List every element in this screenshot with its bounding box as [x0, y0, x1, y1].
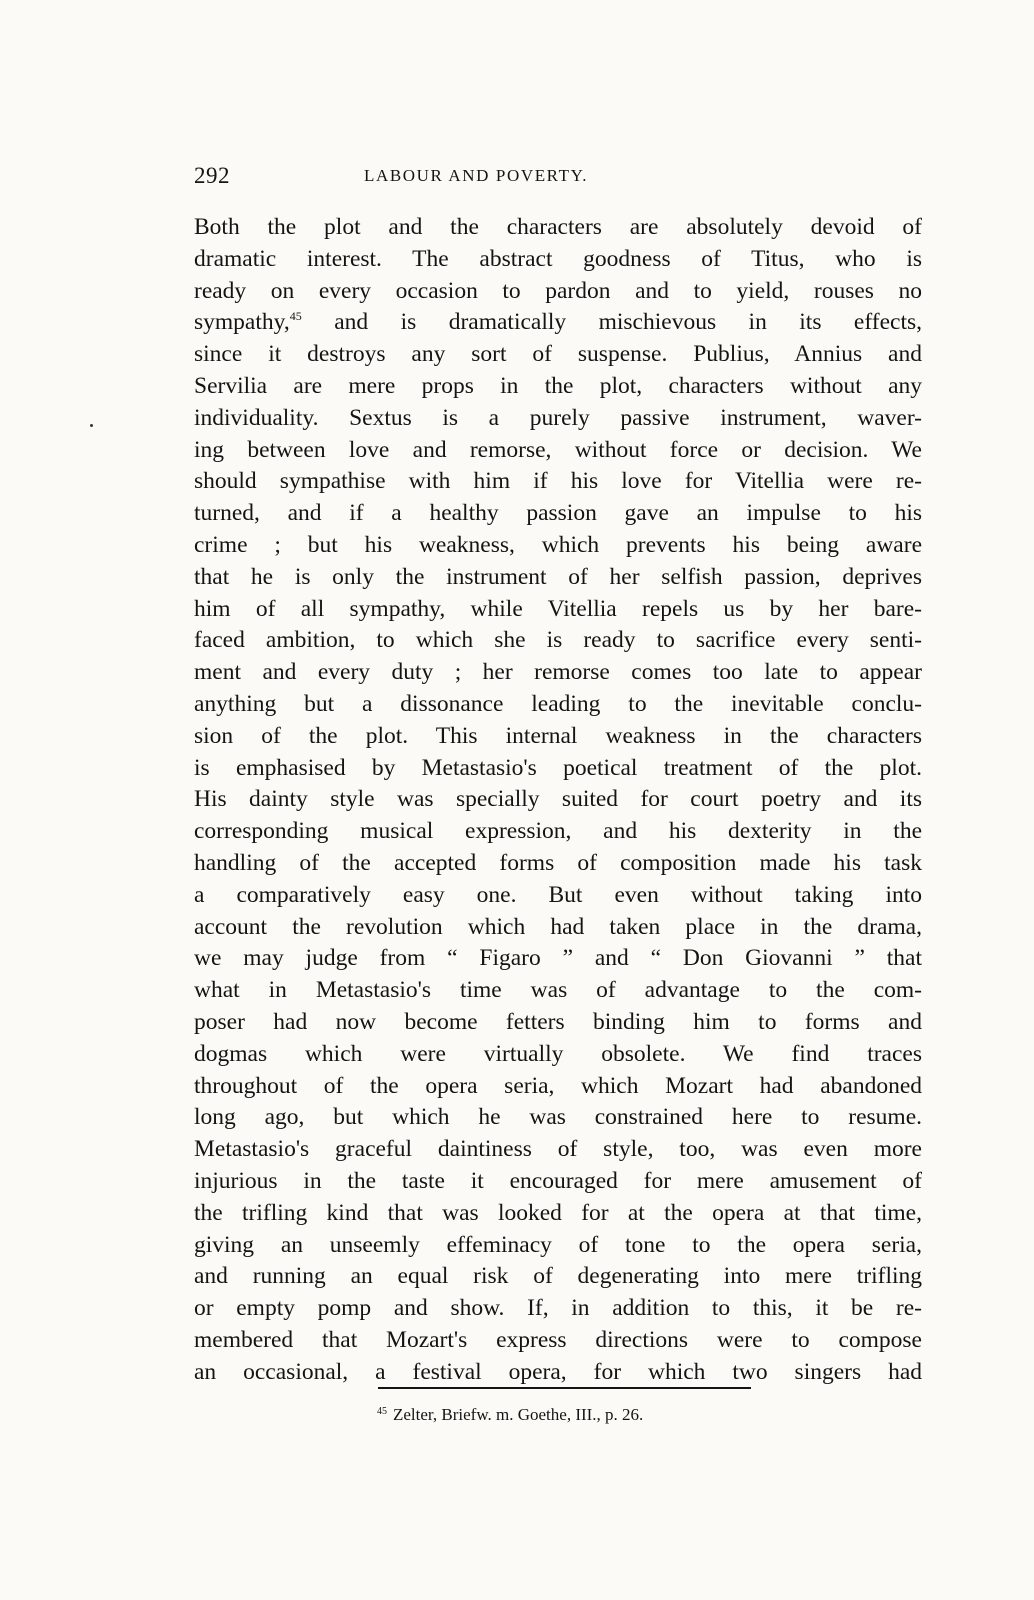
text-line: the trifling kind that was looked for at the opera at that time,: [194, 1199, 922, 1226]
text-line: poser had now become fetters binding him to forms and: [194, 1008, 922, 1035]
text-line: faced ambition, to which she is ready to sacrifice every senti-: [194, 627, 922, 654]
text-line: ready on every occasion to pardon and to yield, rouses no: [194, 277, 922, 304]
text-line: Both the plot and the characters are absolutely devoid of: [194, 214, 922, 240]
footnote-marker: 45: [377, 1406, 387, 1417]
text-line: we may judge from “ Figaro ” and “ Don Giovanni ” that: [194, 945, 922, 972]
text-line: what in Metastasio's time was of advantage to the com-: [194, 977, 922, 1004]
text-line: should sympathise with him if his love for Vitellia were re-: [194, 468, 922, 495]
text-line: His dainty style was specially suited for court poetry and its: [194, 786, 922, 813]
page-number: 292: [194, 163, 230, 188]
text-line: turned, and if a healthy passion gave an impulse to his: [194, 500, 922, 527]
running-head: [194, 163, 922, 193]
text-line: sion of the plot. This internal weakness in the characters: [194, 722, 922, 749]
text-line: an occasional, a festival opera, for which two singers had: [194, 1358, 922, 1385]
text-line: giving an unseemly effeminacy of tone to the opera seria,: [194, 1231, 922, 1258]
text-line: throughout of the opera seria, which Mozart had abandoned: [194, 1072, 922, 1099]
text-line: Servilia are mere props in the plot, characters without any: [194, 372, 922, 399]
text-line: that he is only the instrument of her selfish passion, deprives: [194, 563, 922, 590]
text-line: account the revolution which had taken place in the drama,: [194, 913, 922, 940]
text-line: handling of the accepted forms of composition made his task: [194, 849, 922, 876]
text-line: corresponding musical expression, and his dexterity in the: [194, 818, 922, 845]
text-line: dramatic interest. The abstract goodness of Titus, who is: [194, 245, 922, 272]
text-line: or empty pomp and show. If, in addition to this, it be re-: [194, 1295, 922, 1322]
text-line: Metastasio's graceful daintiness of style, too, was even more: [194, 1136, 922, 1163]
text-line: crime ; but his weakness, which prevents his being aware: [194, 531, 922, 558]
footnote-reference[interactable]: 45: [289, 309, 302, 324]
text-line: individuality. Sextus is a purely passive instrument, waver-: [194, 404, 922, 431]
running-title: LABOUR AND POVERTY.: [364, 166, 589, 185]
text-line: a comparatively easy one. But even without taking into: [194, 881, 922, 908]
footnote-text: Zelter, Briefw. m. Goethe, III., p. 26.: [393, 1405, 644, 1424]
text-line: since it destroys any sort of suspense. Publius, Annius and: [194, 341, 922, 368]
text-fragment: and is dramatically mischievous in its effects,: [334, 309, 922, 336]
text-line: dogmas which were virtually obsolete. We find traces: [194, 1040, 922, 1067]
text-line-with-footnote-ref: [194, 307, 922, 339]
footnote: [377, 1405, 643, 1425]
text-line: membered that Mozart's express directions were to compose: [194, 1326, 922, 1353]
body-text: [194, 212, 922, 1388]
footnote-rule: [378, 1387, 751, 1389]
text-line: injurious in the taste it encouraged for mere amusement of: [194, 1167, 922, 1194]
text-fragment: sympathy,: [194, 309, 290, 336]
text-line: is emphasised by Metastasio's poetical treatment of the plot.: [194, 754, 922, 781]
text-line: him of all sympathy, while Vitellia repels us by her bare-: [194, 595, 922, 622]
text-line: anything but a dissonance leading to the inevitable conclu-: [194, 690, 922, 717]
text-line: long ago, but which he was constrained here to resume.: [194, 1104, 922, 1131]
print-speck: [90, 424, 93, 427]
text-line: ment and every duty ; her remorse comes too late to appear: [194, 659, 922, 686]
text-line: and running an equal risk of degenerating into mere trifling: [194, 1263, 922, 1290]
text-line: ing between love and remorse, without force or decision. We: [194, 436, 922, 463]
